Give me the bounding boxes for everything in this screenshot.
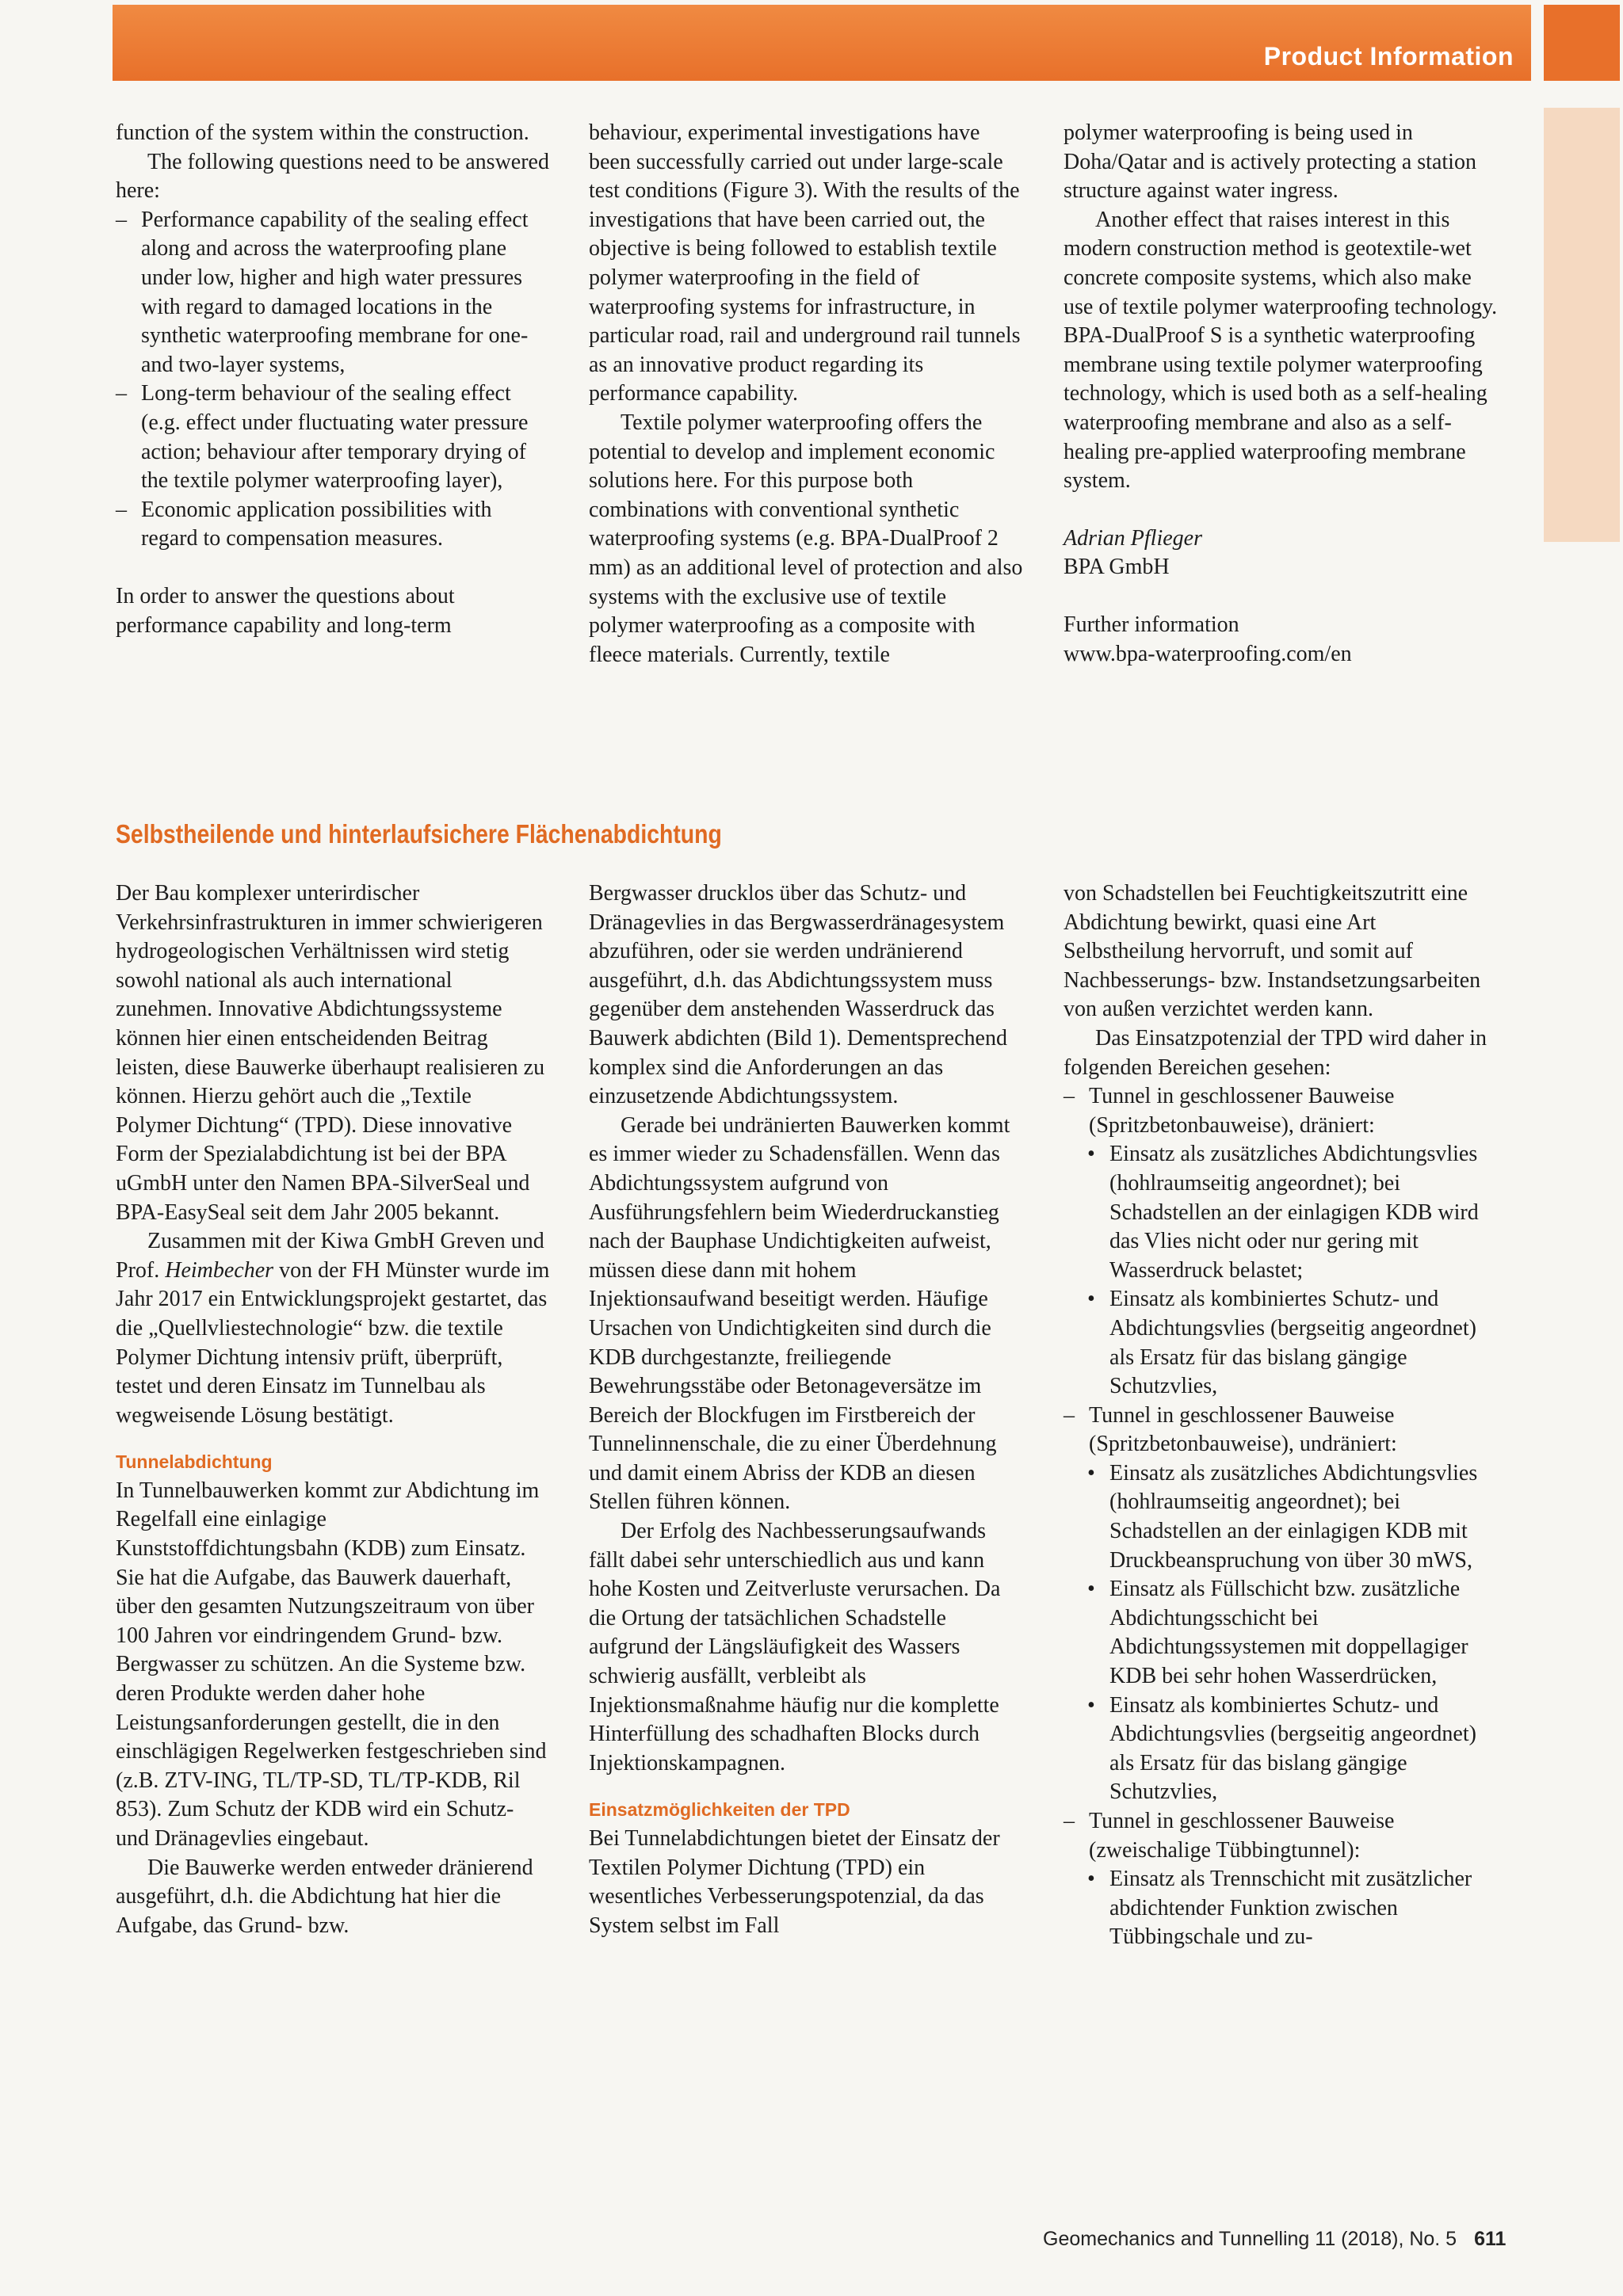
- sub-list-item: • Einsatz als zusätzliches Abdichtungsvlies (hohlraumseitig angeordnet); bei Schadstellen an der einlagigen KDB mit Druckbeanspruchung von über 30 mWS,: [1064, 1459, 1498, 1575]
- article1-column-2: [589, 119, 1023, 669]
- paragraph: Another effect that raises interest in this modern construction method is geotextile-wet concrete composite systems, which also make use of textile polymer waterproofing technology. BPA-DualProof S is a synthetic waterproofing membrane using textile polymer waterproofing technology, which is used both as a self-healing waterproofing membrane and also as a self-healing pre-applied waterproofing membrane system.: [1064, 207, 1498, 494]
- paragraph: Das Einsatzpotenzial der TPD wird daher in folgenden Bereichen gesehen:: [1064, 1025, 1487, 1080]
- list-item: – Tunnel in geschlossener Bauweise (Spritzbetonbauweise), undräniert:: [1064, 1402, 1498, 1459]
- further-info-url: www.bpa-waterproofing.com/en: [1064, 641, 1352, 666]
- article2-column-3: [1064, 879, 1498, 1952]
- page-number: 611: [1474, 2228, 1507, 2250]
- paragraph: Bergwasser drucklos über das Schutz- und Dränagevlies in das Bergwasserdränagesystem abzuführen, oder sie werden undränierend ausgeführt, d.h. das Abdichtungssystem muss gegenüber dem anstehenden Wasserdruck das Bauwerk abdichten (Bild 1). Dementsprechend komplex sind die Anforderungen an das einzusetzende Abdichtungssystem.: [589, 881, 1007, 1109]
- section-title: Selbstheilende und hinterlaufsichere Flächenabdichtung: [116, 819, 722, 849]
- paragraph: Zusammen mit der Kiwa GmbH Greven und Prof. Heimbecher von der FH Münster wurde im Jahr 2017 ein Entwicklungsprojekt gestartet, das die „Quellvliestechnologie“ bzw. die textile Polymer Dichtung intensiv prüft, überprüft, testet und deren Einsatz im Tunnelbau als wegweisende Lösung bestätigt.: [116, 1229, 550, 1428]
- side-tab-marker: [1544, 5, 1620, 81]
- page-footer: [1043, 2228, 1506, 2251]
- journal-reference: Geomechanics and Tunnelling 11 (2018), No. 5: [1043, 2228, 1457, 2250]
- paragraph: In Tunnelbauwerken kommt zur Abdichtung im Regelfall eine einlagige Kunststoffdichtungsbahn (KDB) zum Einsatz. Sie hat die Aufgabe, das Bauwerk dauerhaft, über den gesamten Nutzungszeitraum von über 100 Jahren vor eindringendem Grund- bzw. Bergwasser zu schützen. An die Systeme bzw. deren Produkte werden daher hohe Leistungsanforderungen gestellt, die in den einschlägigen Regelwerken festgeschrieben sind (z.B. ZTV-ING, TL/TP-SD, TL/TP-KDB, Ril 853). Zum Schutz der KDB wird ein Schutz- und Dränagevlies eingebaut.: [116, 1478, 547, 1851]
- professor-name: Heimbecher: [165, 1257, 274, 1283]
- banner-title: Product Information: [1263, 42, 1514, 71]
- article2-column-2: [589, 879, 1023, 1940]
- sub-list-item: • Einsatz als zusätzliches Abdichtungsvlies (hohlraumseitig angeordnet); bei Schadstellen an der einlagigen KDB wird das Vlies nicht oder nur gering mit Wasserdruck belastet;: [1064, 1140, 1498, 1285]
- list-item: – Tunnel in geschlossener Bauweise (zweischalige Tübbingtunnel):: [1064, 1807, 1498, 1865]
- sub-list-item: • Einsatz als kombiniertes Schutz- und Abdichtungsvlies (bergseitig angeordnet) als Ersatz für das bislang gängige Schutzvlies,: [1064, 1691, 1498, 1807]
- author-company: BPA GmbH: [1064, 555, 1170, 580]
- paragraph: polymer waterproofing is being used in Doha/Qatar and is actively protecting a station structure against water ingress.: [1064, 120, 1476, 204]
- article1-column-1: [116, 119, 550, 640]
- side-tab-shade: [1544, 108, 1620, 542]
- further-info-label: Further information: [1064, 612, 1239, 637]
- paragraph: Der Bau komplexer unterirdischer Verkehrsinfrastrukturen in immer schwierigeren hydrogeologischen Verhältnissen wird stetig sowohl national als auch international zunehmen. Innovative Abdichtungssysteme können hier einen entscheidenden Beitrag leisten, diese Bauwerke überhaupt realisieren zu können. Hierzu gehört auch die „Textile Polymer Dichtung“ (TPD). Diese innovative Form der Spezialabdichtung ist bei der BPA uGmbH unter den Namen BPA-SilverSeal und BPA-EasySeal seit dem Jahr 2005 bekannt.: [116, 881, 545, 1225]
- list-item: – Long-term behaviour of the sealing effect (e.g. effect under fluctuating water pressure action; behaviour after temporary drying of the textile polymer waterproofing layer),: [116, 379, 550, 495]
- article1-column-3: [1064, 119, 1498, 669]
- subheading: Tunnelabdichtung: [116, 1451, 273, 1473]
- paragraph: Bei Tunnelabdichtungen bietet der Einsatz der Textilen Polymer Dichtung (TPD) ein wesentliches Verbesserungspotenzial, da das System selbst im Fall: [589, 1826, 1000, 1938]
- sub-list-item: • Einsatz als Füllschicht bzw. zusätzliche Abdichtungsschicht bei Abdichtungssystemen mit doppellagiger KDB bei sehr hohen Wasserdrücken,: [1064, 1575, 1498, 1691]
- paragraph: function of the system within the construction.: [116, 120, 529, 145]
- author-name: Adrian Pflieger: [1064, 525, 1202, 551]
- article2-column-1: [116, 879, 550, 1940]
- paragraph: von Schadstellen bei Feuchtigkeitszutritt eine Abdichtung bewirkt, quasi eine Art Selbstheilung hervorruft, und somit auf Nachbesserungs- bzw. Instandsetzungsarbeiten von außen verzichtet werden kann.: [1064, 881, 1481, 1022]
- list-item: – Tunnel in geschlossener Bauweise (Spritzbetonbauweise), dräniert:: [1064, 1082, 1498, 1140]
- paragraph: Der Erfolg des Nachbesserungsaufwands fällt dabei sehr unterschiedlich aus und kann hohe Kosten und Zeitverluste verursachen. Da die Ortung der tatsächlichen Schadstelle aufgrund der Längsläufigkeit des Wassers schwierig ausfällt, verbleibt als Injektionsmaßnahme häufig nur die komplette Hinterfüllung des schadhaften Blocks durch Injektionskampagnen.: [589, 1519, 1001, 1775]
- list-item: – Economic application possibilities with regard to compensation measures.: [116, 496, 550, 554]
- sub-list-item: • Einsatz als kombiniertes Schutz- und Abdichtungsvlies (bergseitig angeordnet) als Ersatz für das bislang gängige Schutzvlies,: [1064, 1285, 1498, 1401]
- subheading: Einsatzmöglichkeiten der TPD: [589, 1799, 850, 1821]
- paragraph: behaviour, experimental investigations have been successfully carried out under large-scale test conditions (Figure 3). With the results of the investigations that have been carried out, the objective is being followed to establish textile polymer waterproofing in the field of waterproofing systems for infrastructure, in particular road, rail and underground rail tunnels as an innovative product regarding its performance capability.: [589, 120, 1021, 406]
- paragraph: Gerade bei undränierten Bauwerken kommt es immer wieder zu Schadensfällen. Wenn das Abdichtungssystem aufgrund von Ausführungsfehlern beim Wiederdruckanstieg nach der Bauphase Undichtigkeiten aufweist, müssen diese dann mit hohem Injektionsaufwand beseitigt werden. Häufige Ursachen von Undichtigkeiten sind durch die KDB durchgestanzte, freiliegende Bewehrungsstäbe oder Betonageversätze im Bereich der Blockfugen im Firstbereich der Tunnelinnenschale, die zu einer Überdehnung und damit einem Abriss der KDB an diesen Stellen führen können.: [589, 1112, 1010, 1515]
- sub-list-item: • Einsatz als Trennschicht mit zusätzlicher abdichtender Funktion zwischen Tübbingschale und zu-: [1064, 1865, 1498, 1952]
- paragraph: In order to answer the questions about performance capability and long-term: [116, 583, 455, 638]
- paragraph: Textile polymer waterproofing offers the potential to develop and implement economic solutions here. For this purpose both combinations with conventional synthetic waterproofing systems (e.g. BPA-DualProof 2 mm) as an additional level of protection and also systems with the exclusive use of textile polymer waterproofing as a composite with fleece materials. Currently, textile: [589, 410, 1023, 667]
- paragraph: The following questions need to be answered here:: [116, 149, 549, 204]
- paragraph: Die Bauwerke werden entweder dränierend ausgeführt, d.h. die Abdichtung hat hier die Aufgabe, das Grund- bzw.: [116, 1855, 533, 1938]
- header-banner: [113, 5, 1531, 81]
- list-item: – Performance capability of the sealing effect along and across the waterproofing plane under low, higher and high water pressures with regard to damaged locations in the synthetic waterproofing membrane for one- and two-layer systems,: [116, 206, 550, 380]
